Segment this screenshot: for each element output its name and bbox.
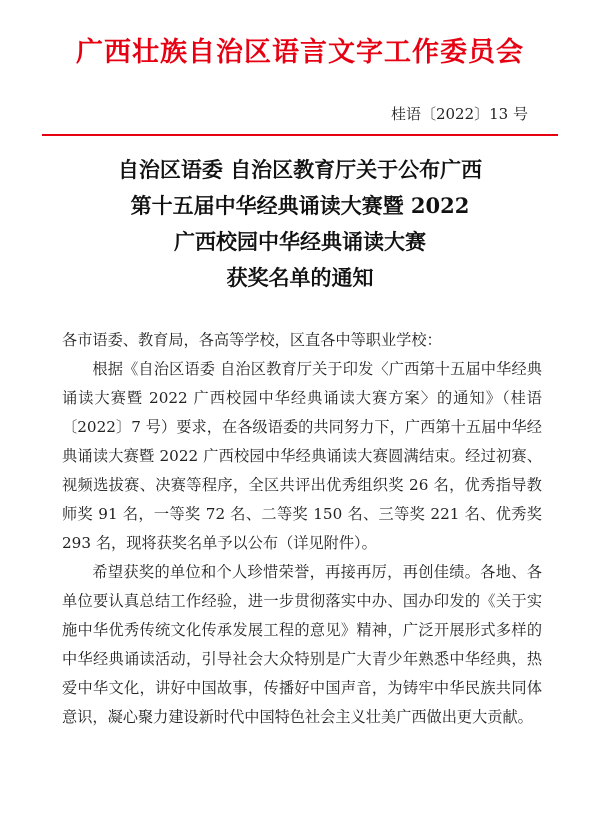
notice-body [62, 326, 542, 732]
notice-title [0, 152, 600, 296]
title-line: 第十五届中华经典诵读大赛暨 2022 [130, 193, 470, 218]
issuing-organization-header: 广西壮族自治区语言文字工作委员会 [76, 37, 524, 68]
body-paragraph: 根据《自治区语委 自治区教育厅关于印发〈广西第十五届中华经典诵读大赛暨 2022 广西校园中华经典诵读大赛方案〉的通知》（桂语〔2022〕7 号）要求，在各级语委的共同努力下，广西第十五届中华经典诵读大赛暨 2022 广西校园中华经典诵读大赛圆满结束。经过初赛、视频选拔赛、决赛等程序，全区共评出优秀组织奖 26 名，优秀指导教师奖 91 名，一等奖 72 名、二等奖 150 名、三等奖 221 名、优秀奖 293 名，现将获奖名单予以公布（详见附件）。 [62, 360, 542, 552]
title-line: 获奖名单的通知 [226, 265, 374, 290]
salutation: 各市语委、教育局，各高等学校，区直各中等职业学校： [62, 331, 442, 349]
title-line: 自治区语委 自治区教育厅关于公布广西 [117, 157, 483, 182]
header-divider [42, 134, 558, 136]
body-paragraph: 希望获奖的单位和个人珍惜荣誉，再接再厉，再创佳绩。各地、各单位要认真总结工作经验，进一步贯彻落实中办、国办印发的《关于实施中华优秀传统文化传承发展工程的意见》精神，广泛开展形式多样的中华经典诵读活动，引导社会大众特别是广大青少年熟悉中华经典，热爱中华文化，讲好中国故事，传播好中国声音，为铸牢中华民族共同体意识，凝心聚力建设新时代中国特色社会主义壮美广西做出更大贡献。 [62, 563, 542, 726]
document-number: 桂语〔2022〕13 号 [390, 105, 528, 123]
title-line: 广西校园中华经典诵读大赛 [174, 229, 426, 254]
